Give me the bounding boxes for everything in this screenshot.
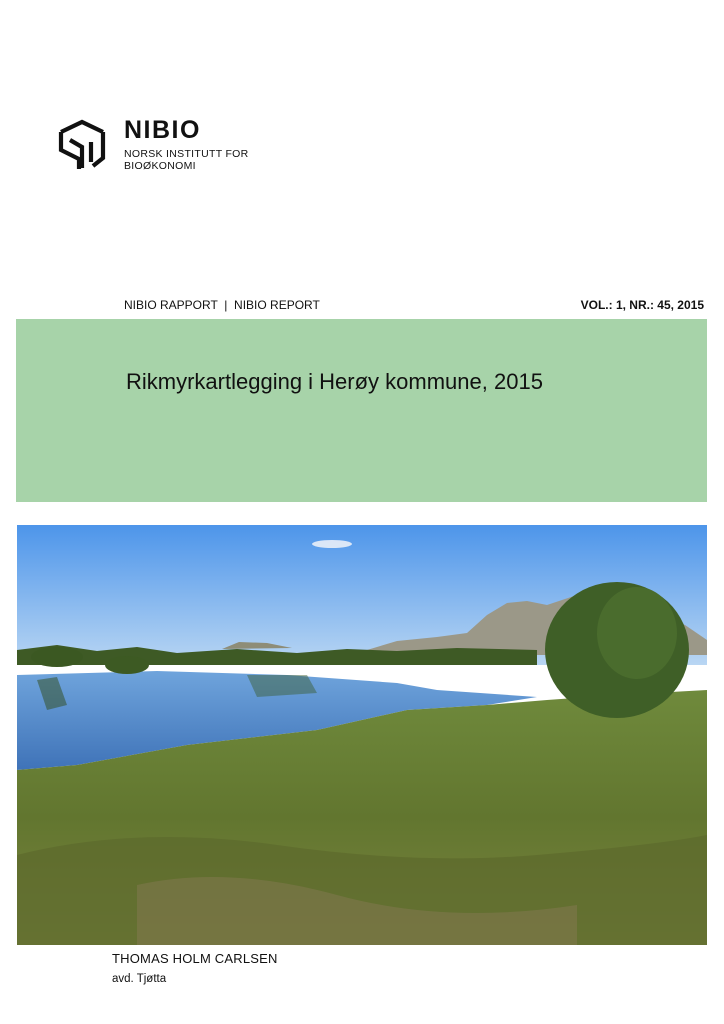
report-title: Rikmyrkartlegging i Herøy kommune, 2015	[126, 369, 543, 394]
report-series-label: NIBIO RAPPORT | NIBIO REPORT	[124, 298, 320, 312]
report-volume: VOL.: 1, NR.: 45, 2015	[580, 298, 704, 312]
title-band	[16, 319, 707, 502]
author-department: avd. Tjøtta	[112, 973, 167, 985]
logo-name: NIBIO	[124, 116, 201, 144]
author-name: THOMAS HOLM CARLSEN	[112, 951, 278, 966]
logo-subtitle: NORSK INSTITUTT FOR BIOØKONOMI	[124, 148, 249, 172]
nibio-logo-mark-icon	[57, 118, 107, 172]
cover-photo	[17, 525, 707, 945]
